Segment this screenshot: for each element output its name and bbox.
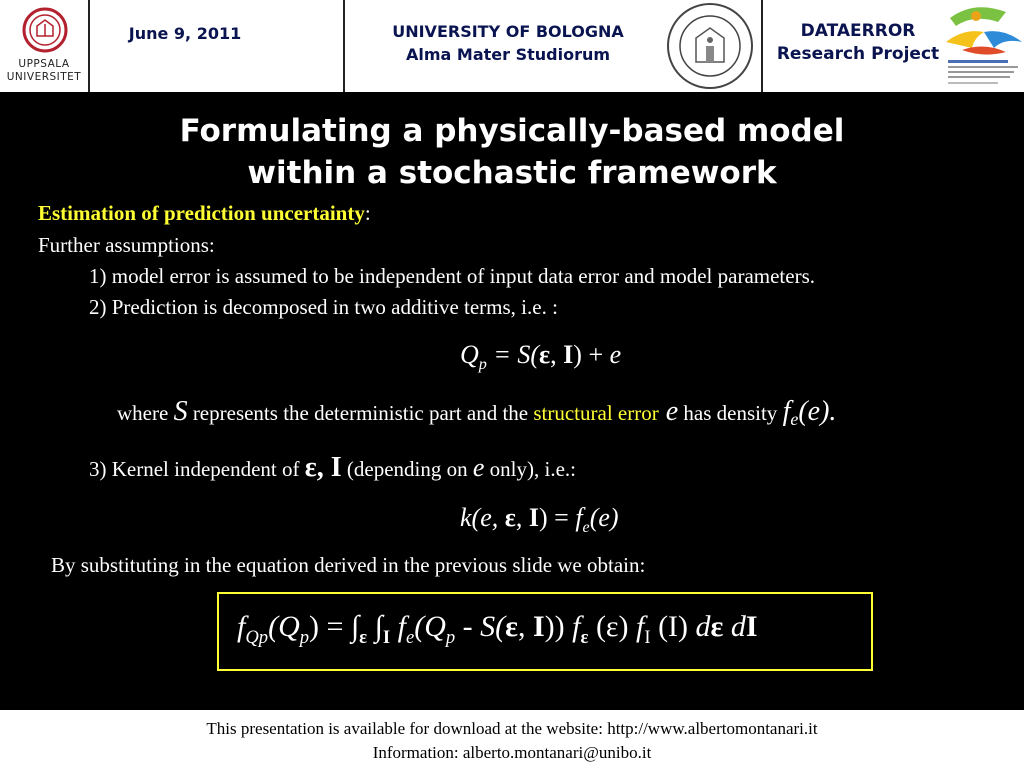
uppsala-seal-logo xyxy=(22,6,68,54)
eq2-I: I xyxy=(528,503,539,532)
header-divider xyxy=(343,0,345,92)
dataerror-project-logo xyxy=(944,2,1024,90)
eq3-feps: f xyxy=(572,610,581,643)
eq3-fi-arg: (I) xyxy=(650,610,696,643)
item3-mid: (depending on xyxy=(341,457,473,481)
eq1-close: ) + xyxy=(573,340,610,369)
eq3-d: d xyxy=(695,610,711,643)
section-heading-text: Estimation of prediction uncertainty xyxy=(38,201,365,225)
eq3-feps-arg: (ε) xyxy=(588,610,637,643)
where-mid: represents the deterministic part and the xyxy=(187,401,534,425)
where-fe-arg: (e). xyxy=(798,396,837,427)
eq3-int-I: I xyxy=(382,627,391,648)
eq2-fe-arg: (e) xyxy=(589,503,619,532)
footer-website: This presentation is available for download at the website: http://www.albertomontanari.it xyxy=(206,719,818,738)
further-assumptions: Further assumptions: xyxy=(38,233,215,257)
item3-suffix: only), i.e.: xyxy=(484,457,576,481)
eq3-fi-sub: I xyxy=(644,627,651,648)
slide-title xyxy=(0,110,1024,194)
eq3-arg: (Q xyxy=(268,610,300,643)
eq2-args: (e, xyxy=(471,503,505,532)
date-label: June 9, 2011 xyxy=(128,24,242,43)
item3-symbols: ε, I xyxy=(304,452,342,483)
where-f-symbol: f xyxy=(782,396,791,427)
header-divider xyxy=(761,0,763,92)
eq2-comma: , xyxy=(515,503,529,532)
assumption-3 xyxy=(89,452,576,484)
slide-header xyxy=(0,0,1024,92)
eq3-f: f xyxy=(237,610,246,643)
where-s-symbol: S xyxy=(173,396,188,427)
section-heading xyxy=(38,201,371,226)
eq3-fe-arg-sub: p xyxy=(445,627,456,648)
structural-error-term: structural error xyxy=(533,401,659,425)
header-divider xyxy=(88,0,90,92)
eq3-d2: d xyxy=(723,610,746,643)
equation-kernel xyxy=(460,503,619,537)
where-prefix: where xyxy=(117,401,174,425)
item3-e-symbol: e xyxy=(472,453,485,482)
eq1-I: I xyxy=(563,340,574,369)
eq3-fi: f xyxy=(636,610,645,643)
where-e-symbol: e xyxy=(658,396,679,427)
eq2-f-sub: e xyxy=(582,519,590,537)
title-line-2: within a stochastic framework xyxy=(247,155,777,191)
title-line-1: Formulating a physically-based model xyxy=(179,113,845,149)
eq1-eps: ε xyxy=(539,340,551,369)
eq2-eps: ε xyxy=(504,503,516,532)
eq1-s: = S( xyxy=(486,340,540,369)
slide-footer xyxy=(0,710,1024,768)
eq1-q: Q xyxy=(460,340,479,369)
eq3-dI: I xyxy=(745,610,758,643)
item3-prefix: 3) Kernel independent of xyxy=(89,457,305,481)
eq3-integral-1: ) = ∫ xyxy=(309,610,360,643)
eq3-arg-sub: p xyxy=(299,627,310,648)
eq2-close: ) = xyxy=(538,503,576,532)
eq3-deps: ε xyxy=(710,610,724,643)
eq3-minus-s: - S( xyxy=(455,610,506,643)
project-label: DATAERROR Research Project xyxy=(776,21,940,64)
eq3-int-eps: ε xyxy=(359,627,368,648)
footer-email: Information: alberto.montanari@unibo.it xyxy=(372,743,652,762)
assumption-2: 2) Prediction is decomposed in two additive terms, i.e. : xyxy=(89,295,558,319)
eq3-fe-sub: e xyxy=(405,627,415,648)
eq3-fe: f xyxy=(390,610,406,643)
eq3-close: )) xyxy=(544,610,573,643)
eq1-q-sub: p xyxy=(478,356,487,374)
eq2-f: f xyxy=(575,503,583,532)
eq1-comma: , xyxy=(550,340,564,369)
equation-prediction-decomposition xyxy=(460,340,621,374)
bologna-seal-logo xyxy=(666,2,754,90)
uppsala-name: UPPSALA UNIVERSITET xyxy=(6,58,82,83)
heading-colon: : xyxy=(364,201,371,225)
eq3-eps: ε xyxy=(505,610,518,643)
eq3-comma: , xyxy=(517,610,533,643)
eq1-e: e xyxy=(609,340,622,369)
where-density: has density xyxy=(678,401,783,425)
where-f-sub: e xyxy=(790,409,799,430)
eq3-fe-arg: (Q xyxy=(414,610,446,643)
substituting-text: By substituting in the equation derived in the previous slide we obtain: xyxy=(51,553,646,577)
eq3-integral-2: ∫ xyxy=(367,610,383,643)
university-label: UNIVERSITY OF BOLOGNA Alma Mater Studiorum xyxy=(392,22,624,64)
eq3-feps-sub: ε xyxy=(580,627,589,648)
assumption-1: 1) model error is assumed to be independent of input data error and model parameters. xyxy=(89,264,816,288)
eq3-f-sub: Qp xyxy=(245,627,269,648)
eq3-I: I xyxy=(532,610,545,643)
where-line xyxy=(117,396,836,430)
eq2-k: k xyxy=(460,503,472,532)
equation-predictive-density xyxy=(237,610,758,649)
